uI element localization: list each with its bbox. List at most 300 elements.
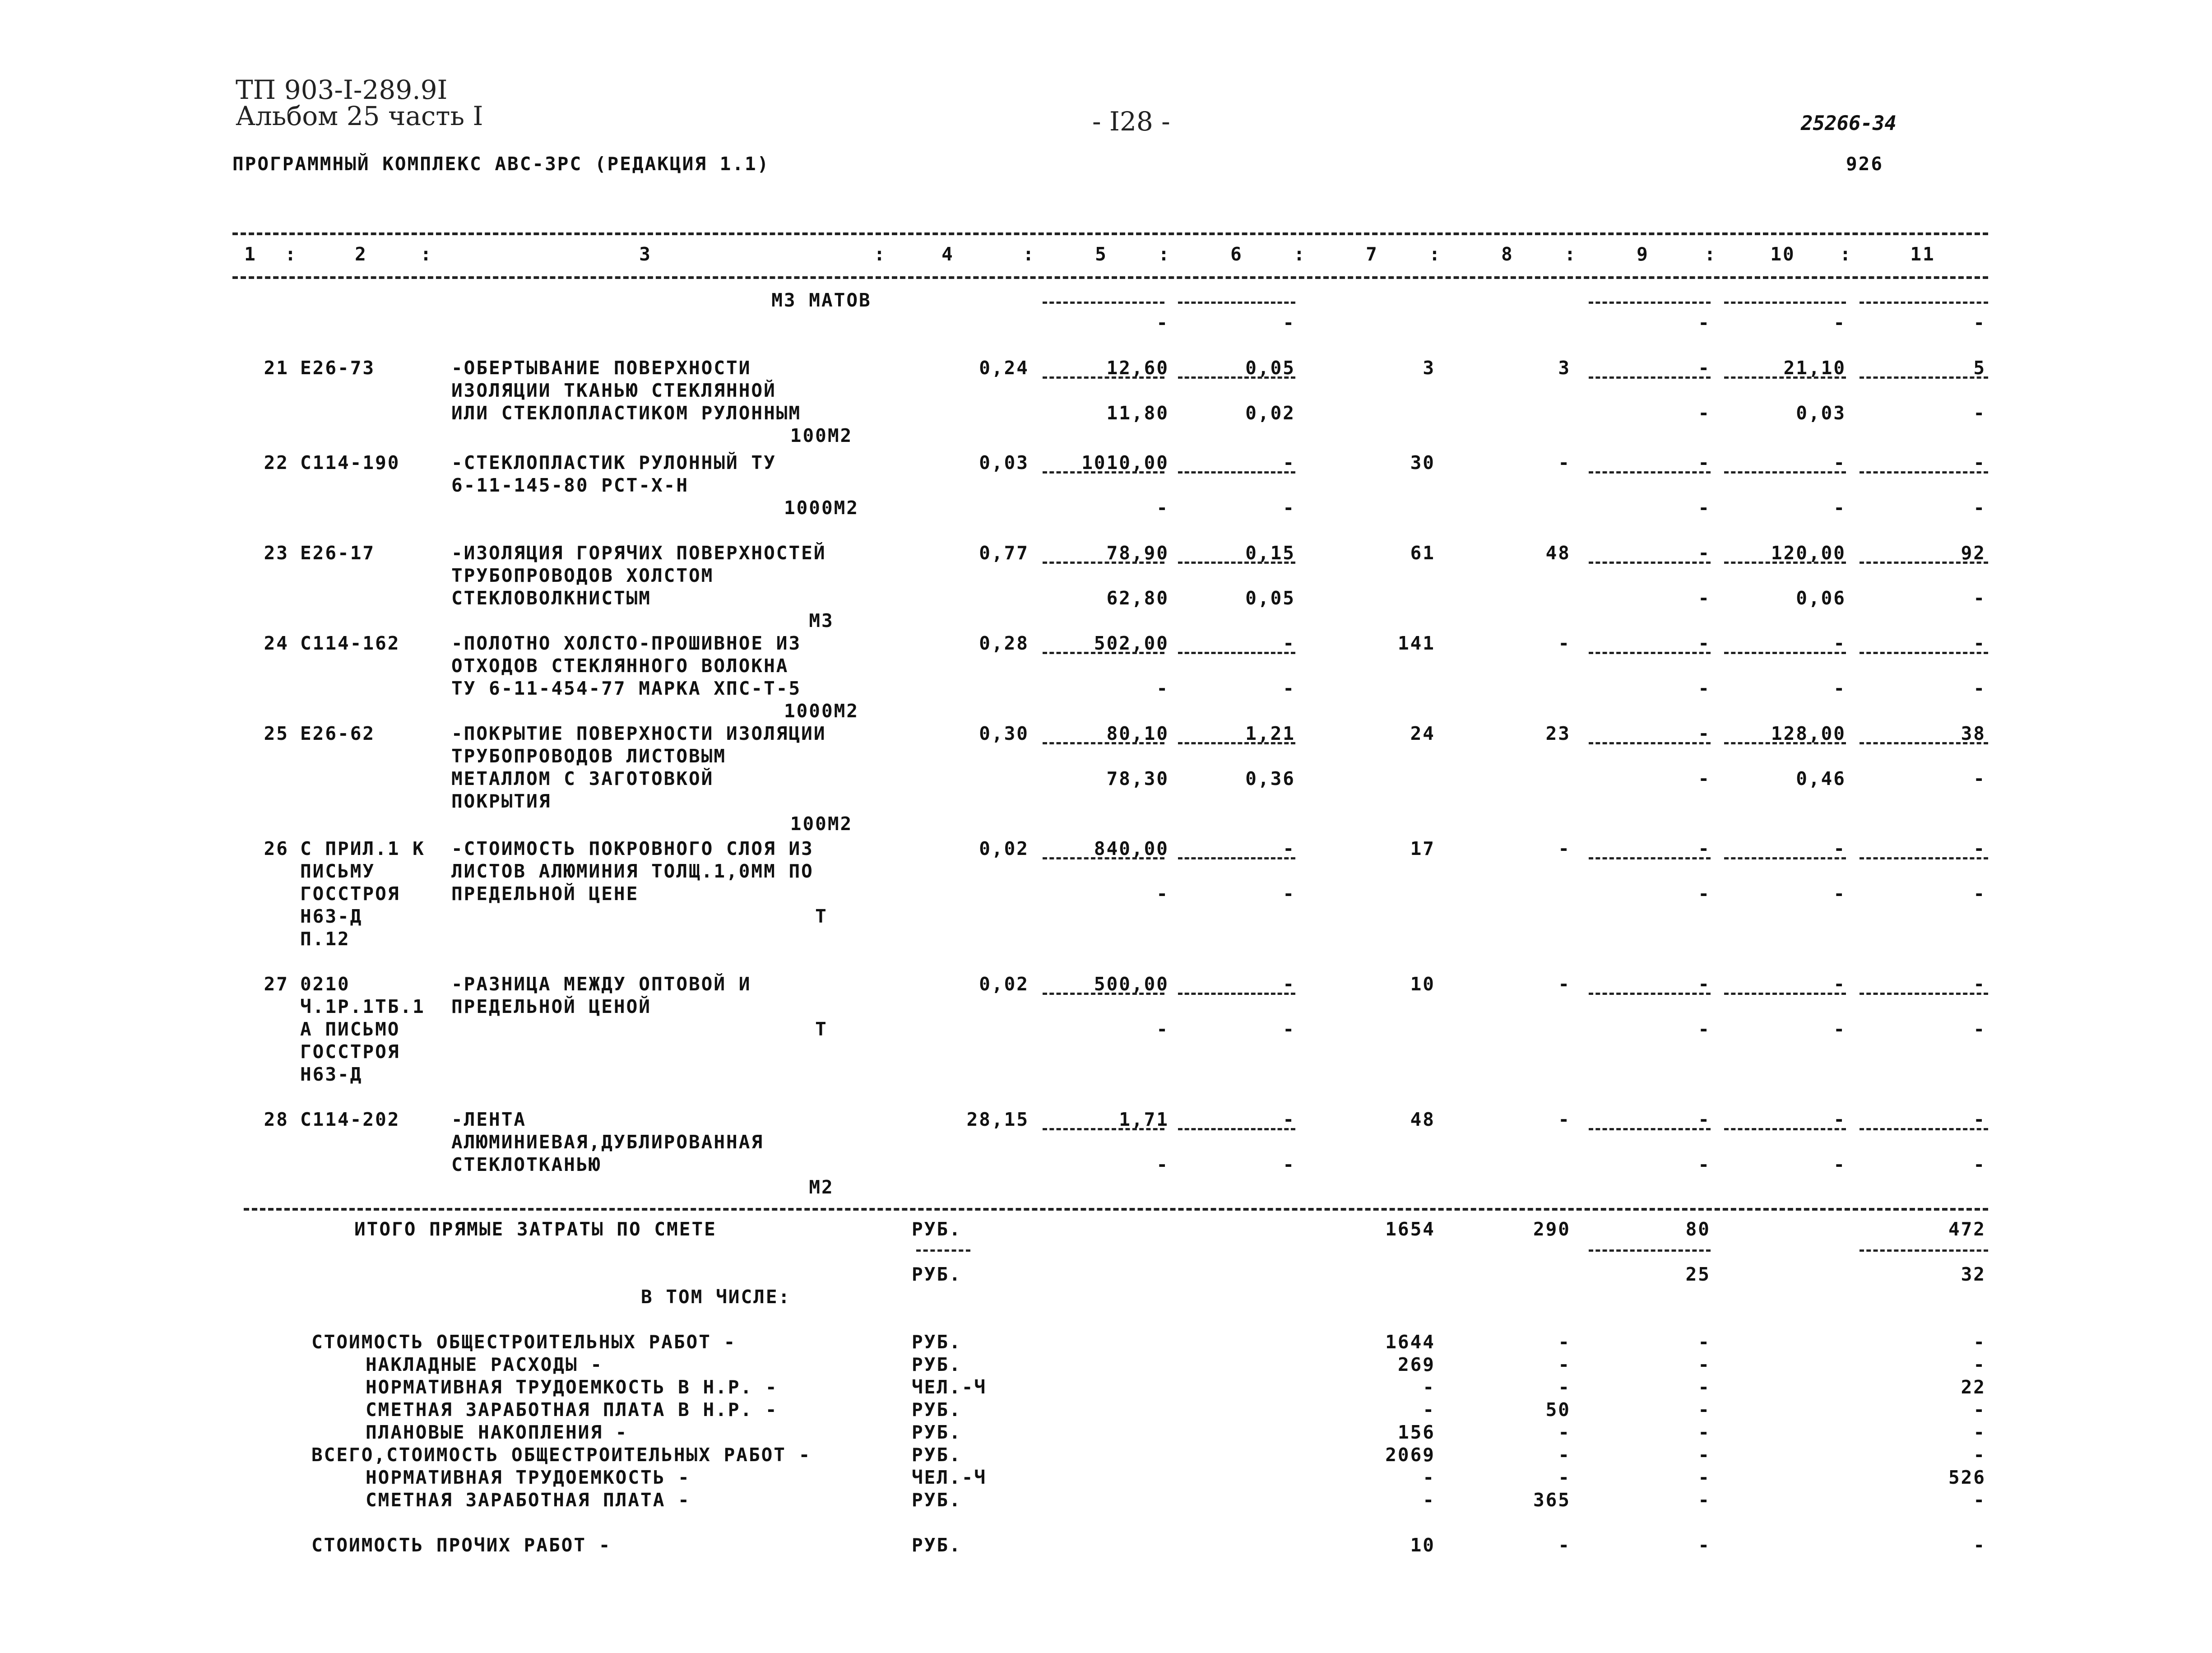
cell-divider [1860,376,1988,379]
totals-rule [244,1208,1988,1211]
cell-divider [1589,1128,1711,1130]
row-name-line: МЕТАЛЛОМ С ЗАГОТОВКОЙ [451,768,714,789]
cell-c9-lower: - [1698,678,1711,699]
cell-divider [1043,742,1164,744]
row-unit: 1000М2 [784,497,859,519]
cell-c5: 840,00 [1094,838,1169,859]
cell-divider [1043,857,1164,859]
row-code-line: ГОССТРОЯ [300,883,400,905]
summary-unit: РУБ. [912,1354,962,1375]
summary-col11: - [1973,1399,1986,1421]
summary-unit: РУБ. [912,1489,962,1511]
row-name-line: -ОБЕРТЫВАНИЕ ПОВЕРХНОСТИ [451,357,751,379]
cell-c5: 1010,00 [1081,452,1169,474]
row-number: 21 [264,357,289,379]
row-name-line: -ЛЕНТА [451,1109,527,1130]
stamp-number: 25266-34 [1801,112,1897,135]
cell-c6-lower: - [1283,883,1295,905]
cell-c6: 1,21 [1245,723,1295,744]
cell-divider [1178,302,1295,304]
column-separator: : [1429,243,1442,265]
summary-label: СТОИМОСТЬ ОБЩЕСТРОИТЕЛЬНЫХ РАБОТ - [311,1331,737,1353]
cell-c5-lower: 11,80 [1106,402,1169,424]
cell-divider [1589,652,1711,654]
cell-c6-lower: - [1283,312,1295,334]
row-unit: М3 [809,610,834,631]
document-id: ТП 903-I-289.9I [236,74,448,105]
summary-col8: - [1558,1421,1571,1443]
cell-c7: 24 [1410,723,1435,744]
row-code-line: Н63-Д [300,905,363,927]
summary-col8: - [1558,1354,1571,1375]
cell-c7: 10 [1410,973,1435,995]
summary-col7: - [1423,1467,1435,1488]
cell-c11: - [1973,973,1986,995]
column-number: 3 [639,243,652,265]
cell-c6: - [1283,452,1295,474]
cell-c5: 500,00 [1094,973,1169,995]
cell-c4: 0,03 [979,452,1029,474]
column-number: 10 [1770,243,1795,265]
row-number: 23 [264,542,289,564]
sheet-number: 926 [1846,153,1884,175]
cell-c11: - [1973,1109,1986,1130]
cell-c4: 0,28 [979,632,1029,654]
row-name-line: ОТХОДОВ СТЕКЛЯННОГО ВОЛОКНА [451,655,789,677]
cell-c8: 48 [1545,542,1571,564]
cell-c10: - [1833,1109,1846,1130]
summary-col7: 1644 [1385,1331,1435,1353]
cell-c11: 92 [1961,542,1986,564]
row-unit: Т [815,1018,828,1040]
cell-c8: 3 [1558,357,1571,379]
summary-label: НОРМАТИВНАЯ ТРУДОЕМКОСТЬ В Н.Р. - [366,1376,778,1398]
cell-c11: - [1973,838,1986,859]
cell-c6: - [1283,838,1295,859]
column-number: 9 [1637,243,1649,265]
summary-label: ПЛАНОВЫЕ НАКОПЛЕНИЯ - [366,1421,628,1443]
cell-c6: 0,15 [1245,542,1295,564]
summary-col8: 365 [1533,1489,1571,1511]
cell-divider [1860,302,1988,304]
direct-costs-col11: 472 [1948,1218,1986,1240]
summary-col8: - [1558,1444,1571,1466]
cell-divider [1178,471,1295,474]
row-unit: 1000М2 [784,700,859,722]
cell-c11: 5 [1973,357,1986,379]
summary-col7: - [1423,1489,1435,1511]
cell-c11-lower: - [1973,402,1986,424]
column-number: 1 [244,243,257,265]
cell-c9-lower: - [1698,402,1711,424]
cell-c7: 3 [1423,357,1435,379]
cell-divider [1860,652,1988,654]
column-number: 5 [1095,243,1108,265]
cell-c11-lower: - [1973,883,1986,905]
row-code-line: ГОССТРОЯ [300,1041,400,1063]
cell-c9: - [1698,542,1711,564]
cell-c4: 0,24 [979,357,1029,379]
cell-c10: - [1833,632,1846,654]
cell-c11-lower: - [1973,768,1986,789]
summary-col7: 2069 [1385,1444,1435,1466]
including-label: В ТОМ ЧИСЛЕ: [641,1286,791,1308]
summary-col9: - [1698,1399,1711,1421]
cell-c11-lower: - [1973,497,1986,519]
cell-c8: - [1558,973,1571,995]
row-name-line: АЛЮМИНИЕВАЯ,ДУБЛИРОВАННАЯ [451,1131,764,1153]
cell-divider [1724,562,1846,564]
cell-c5: 1,71 [1119,1109,1169,1130]
cell-c10: 120,00 [1771,542,1846,564]
direct-costs-col7: 1654 [1385,1218,1435,1240]
cell-c6-lower: 0,05 [1245,587,1295,609]
cell-c11-lower: - [1973,1018,1986,1040]
row-code-line: Е26-62 [300,723,376,744]
row-number: 26 [264,838,289,859]
cell-divider [1043,471,1164,474]
direct-costs-col9-lower: 25 [1685,1263,1711,1285]
row-number: 25 [264,723,289,744]
cell-c10-lower: 0,03 [1796,402,1846,424]
row-code-line: Е26-73 [300,357,376,379]
row-number: 24 [264,632,289,654]
row-name-line: -СТОИМОСТЬ ПОКРОВНОГО СЛОЯ ИЗ [451,838,814,859]
row-code-line: Ч.1Р.1ТБ.1 [300,996,425,1017]
row-name-line: -РАЗНИЦА МЕЖДУ ОПТОВОЙ И [451,973,751,995]
cell-c5-lower: - [1156,1018,1169,1040]
summary-unit: РУБ. [912,1331,962,1353]
cell-c10-lower: 0,06 [1796,587,1846,609]
row-code-line: А ПИСЬМО [300,1018,400,1040]
cell-c7: 48 [1410,1109,1435,1130]
cell-c10-lower: - [1833,678,1846,699]
cell-c10-lower: - [1833,497,1846,519]
cell-c10-lower: - [1833,1154,1846,1175]
cell-divider [1724,471,1846,474]
cell-divider [1860,993,1988,995]
cell-divider [1043,302,1164,304]
summary-label: СТОИМОСТЬ ПРОЧИХ РАБОТ - [311,1534,612,1556]
cell-divider [1724,857,1846,859]
summary-col11: - [1973,1489,1986,1511]
column-separator: : [1840,243,1852,265]
summary-col11: 22 [1961,1376,1986,1398]
cell-c8: - [1558,838,1571,859]
summary-col11: - [1973,1354,1986,1375]
row-name-line: ТРУБОПРОВОДОВ ХОЛСТОМ [451,565,714,586]
totals-divider [916,1249,970,1252]
cell-c4: 0,02 [979,973,1029,995]
column-separator: : [1023,243,1035,265]
row-code-line: П.12 [300,928,350,950]
cell-divider [1178,376,1295,379]
row-code-line: Е26-17 [300,542,376,564]
cell-c6: - [1283,1109,1295,1130]
summary-col7: 10 [1410,1534,1435,1556]
cell-c6: - [1283,973,1295,995]
row-number: 27 [264,973,289,995]
cell-c9: - [1698,452,1711,474]
cell-c5-lower: - [1156,1154,1169,1175]
cell-divider [1178,1128,1295,1130]
row-name-line: ПРЕДЕЛЬНОЙ ЦЕНЕ [451,883,639,905]
summary-col8: - [1558,1534,1571,1556]
cell-c10-lower: - [1833,883,1846,905]
cell-c7: 30 [1410,452,1435,474]
cell-c10-lower: - [1833,312,1846,334]
cell-c8: 23 [1545,723,1571,744]
summary-col9: - [1698,1376,1711,1398]
cell-c8: - [1558,1109,1571,1130]
cell-c9-lower: - [1698,312,1711,334]
summary-col11: - [1973,1534,1986,1556]
summary-unit: РУБ. [912,1534,962,1556]
cell-c9-lower: - [1698,1154,1711,1175]
cell-c5: 78,90 [1106,542,1169,564]
cell-c5-lower: - [1156,312,1169,334]
cell-divider [1043,376,1164,379]
cell-c11-lower: - [1973,587,1986,609]
cell-c4: 0,77 [979,542,1029,564]
summary-col9: - [1698,1421,1711,1443]
cell-divider [1589,742,1711,744]
direct-costs-col8: 290 [1533,1218,1571,1240]
summary-col8: - [1558,1331,1571,1353]
summary-unit: ЧЕЛ.-Ч [912,1467,987,1488]
cell-c11-lower: - [1973,678,1986,699]
cell-c6-lower: - [1283,497,1295,519]
cell-c9-lower: - [1698,497,1711,519]
cell-c9: - [1698,632,1711,654]
summary-label: НОРМАТИВНАЯ ТРУДОЕМКОСТЬ - [366,1467,691,1488]
summary-label: НАКЛАДНЫЕ РАСХОДЫ - [366,1354,603,1375]
row-name-line: ЛИСТОВ АЛЮМИНИЯ ТОЛЩ.1,0ММ ПО [451,860,814,882]
row-name-line: СТЕКЛОТКАНЬЮ [451,1154,602,1175]
cell-divider [1724,742,1846,744]
column-separator: : [285,243,297,265]
row-unit: М3 МАТОВ [771,289,872,311]
summary-col11: - [1973,1444,1986,1466]
program-title: ПРОГРАММНЫЙ КОМПЛЕКС АВС-3РС (РЕДАКЦИЯ 1.1) [232,153,770,175]
summary-unit: РУБ. [912,1399,962,1421]
summary-col8: - [1558,1467,1571,1488]
cell-c4: 0,30 [979,723,1029,744]
cell-c8: - [1558,632,1571,654]
summary-col9: - [1698,1489,1711,1511]
row-name-line: ПОКРЫТИЯ [451,790,552,812]
direct-costs-col11-lower: 32 [1961,1263,1986,1285]
row-name-line: ТУ 6-11-454-77 МАРКА ХПС-Т-5 [451,678,802,699]
summary-col11: - [1973,1421,1986,1443]
cell-c9-lower: - [1698,883,1711,905]
summary-col9: - [1698,1444,1711,1466]
row-name-line: -ПОЛОТНО ХОЛСТО-ПРОШИВНОЕ ИЗ [451,632,802,654]
cell-divider [1724,376,1846,379]
cell-c8: - [1558,452,1571,474]
cell-divider [1178,652,1295,654]
row-code-line: С114-202 [300,1109,400,1130]
row-number: 22 [264,452,289,474]
cell-c11-lower: - [1973,1154,1986,1175]
cell-c6: - [1283,632,1295,654]
row-code-line: С114-190 [300,452,400,474]
summary-label: СМЕТНАЯ ЗАРАБОТНАЯ ПЛАТА - [366,1489,691,1511]
cell-divider [1860,857,1988,859]
cell-divider [1178,562,1295,564]
column-separator: : [1704,243,1717,265]
cell-c5-lower: - [1156,497,1169,519]
cell-c6-lower: 0,02 [1245,402,1295,424]
cell-c4: 0,02 [979,838,1029,859]
cell-divider [1043,993,1164,995]
column-separator: : [1294,243,1306,265]
album-label: Альбом 25 часть I [236,101,483,131]
cell-c4: 28,15 [966,1109,1029,1130]
column-separator: : [420,243,433,265]
column-separator: : [1158,243,1171,265]
cell-c5-lower: - [1156,678,1169,699]
cell-c9: - [1698,357,1711,379]
cell-c9-lower: - [1698,768,1711,789]
column-number: 6 [1230,243,1243,265]
cell-c6: 0,05 [1245,357,1295,379]
summary-col9: - [1698,1534,1711,1556]
row-code-line: С114-162 [300,632,400,654]
cell-c6-lower: 0,36 [1245,768,1295,789]
cell-divider [1724,652,1846,654]
direct-costs-unit-2: РУБ. [912,1263,962,1285]
cell-c11: - [1973,452,1986,474]
cell-divider [1860,1128,1988,1130]
cell-divider [1043,1128,1164,1130]
row-unit: 100М2 [790,425,853,446]
column-separator: : [1564,243,1577,265]
summary-col7: - [1423,1399,1435,1421]
cell-c11: 38 [1961,723,1986,744]
column-number: 4 [941,243,954,265]
cell-c10: 21,10 [1783,357,1846,379]
cell-c10: - [1833,838,1846,859]
cell-c10-lower: - [1833,1018,1846,1040]
column-number: 7 [1366,243,1378,265]
cell-c9-lower: - [1698,1018,1711,1040]
summary-col8: - [1558,1376,1571,1398]
cell-divider [1724,302,1846,304]
summary-col9: - [1698,1354,1711,1375]
cell-c7: 61 [1410,542,1435,564]
cell-divider [1860,562,1988,564]
cell-divider [1589,857,1711,859]
summary-unit: ЧЕЛ.-Ч [912,1376,987,1398]
cell-c10: - [1833,973,1846,995]
summary-unit: РУБ. [912,1421,962,1443]
summary-col9: - [1698,1467,1711,1488]
summary-unit: РУБ. [912,1444,962,1466]
cell-divider [1178,857,1295,859]
cell-divider [1043,562,1164,564]
cell-c11: - [1973,632,1986,654]
summary-col8: 50 [1545,1399,1571,1421]
row-unit: 100М2 [790,813,853,835]
row-name-line: -ПОКРЫТИЕ ПОВЕРХНОСТИ ИЗОЛЯЦИИ [451,723,826,744]
row-name-line: -СТЕКЛОПЛАСТИК РУЛОННЫЙ ТУ [451,452,776,474]
row-code-line: С ПРИЛ.1 К [300,838,425,859]
cell-c9: - [1698,973,1711,995]
row-code-line: ПИСЬМУ [300,860,376,882]
direct-costs-col9: 80 [1685,1218,1711,1240]
column-number: 8 [1501,243,1514,265]
cell-divider [1724,993,1846,995]
row-name-line: -ИЗОЛЯЦИЯ ГОРЯЧИХ ПОВЕРХНОСТЕЙ [451,542,826,564]
cell-divider [1589,376,1711,379]
cell-divider [1860,742,1988,744]
column-number: 11 [1910,243,1935,265]
direct-costs-unit: РУБ. [912,1218,962,1240]
summary-label: ВСЕГО,СТОИМОСТЬ ОБЩЕСТРОИТЕЛЬНЫХ РАБОТ - [311,1444,812,1466]
summary-col7: 269 [1397,1354,1435,1375]
cell-c6-lower: - [1283,1154,1295,1175]
cell-divider [1589,993,1711,995]
cell-c9: - [1698,723,1711,744]
cell-c5: 80,10 [1106,723,1169,744]
cell-divider [1724,1128,1846,1130]
summary-col7: 156 [1397,1421,1435,1443]
cell-c5-lower: - [1156,883,1169,905]
cell-divider [1589,302,1711,304]
cell-c10-lower: 0,46 [1796,768,1846,789]
column-number: 2 [355,243,367,265]
cell-divider [1589,562,1711,564]
row-name-line: ИЗОЛЯЦИИ ТКАНЬЮ СТЕКЛЯННОЙ [451,380,776,401]
totals-divider [1860,1249,1988,1252]
row-name-line: 6-11-145-80 РСТ-Х-Н [451,474,689,496]
summary-col11: 526 [1948,1467,1986,1488]
summary-label: СМЕТНАЯ ЗАРАБОТНАЯ ПЛАТА В Н.Р. - [366,1399,778,1421]
cell-c5-lower: 78,30 [1106,768,1169,789]
row-unit: М2 [809,1176,834,1198]
cell-c7: 141 [1397,632,1435,654]
cell-divider [1043,652,1164,654]
cell-c11-lower: - [1973,312,1986,334]
direct-costs-label: ИТОГО ПРЯМЫЕ ЗАТРАТЫ ПО СМЕТЕ [354,1218,717,1240]
cell-c6-lower: - [1283,678,1295,699]
cell-divider [1860,471,1988,474]
summary-col9: - [1698,1331,1711,1353]
totals-divider [1589,1249,1711,1252]
cell-c9: - [1698,1109,1711,1130]
column-separator: : [874,243,886,265]
summary-col7: - [1423,1376,1435,1398]
cell-c7: 17 [1410,838,1435,859]
cell-c5: 12,60 [1106,357,1169,379]
cell-divider [1178,993,1295,995]
row-name-line: ТРУБОПРОВОДОВ ЛИСТОВЫМ [451,745,727,767]
cell-c10: 128,00 [1771,723,1846,744]
cell-c10: - [1833,452,1846,474]
cell-divider [1178,742,1295,744]
row-unit: Т [815,905,828,927]
cell-c9: - [1698,838,1711,859]
cell-divider [1589,471,1711,474]
row-name-line: ПРЕДЕЛЬНОЙ ЦЕНОЙ [451,996,651,1017]
row-name-line: СТЕКЛОВОЛКНИСТЫМ [451,587,651,609]
row-name-line: ИЛИ СТЕКЛОПЛАСТИКОМ РУЛОННЫМ [451,402,802,424]
row-code-line: 0210 [300,973,350,995]
cell-c5-lower: 62,80 [1106,587,1169,609]
cell-c6-lower: - [1283,1018,1295,1040]
page-number: - I28 - [1092,106,1170,137]
